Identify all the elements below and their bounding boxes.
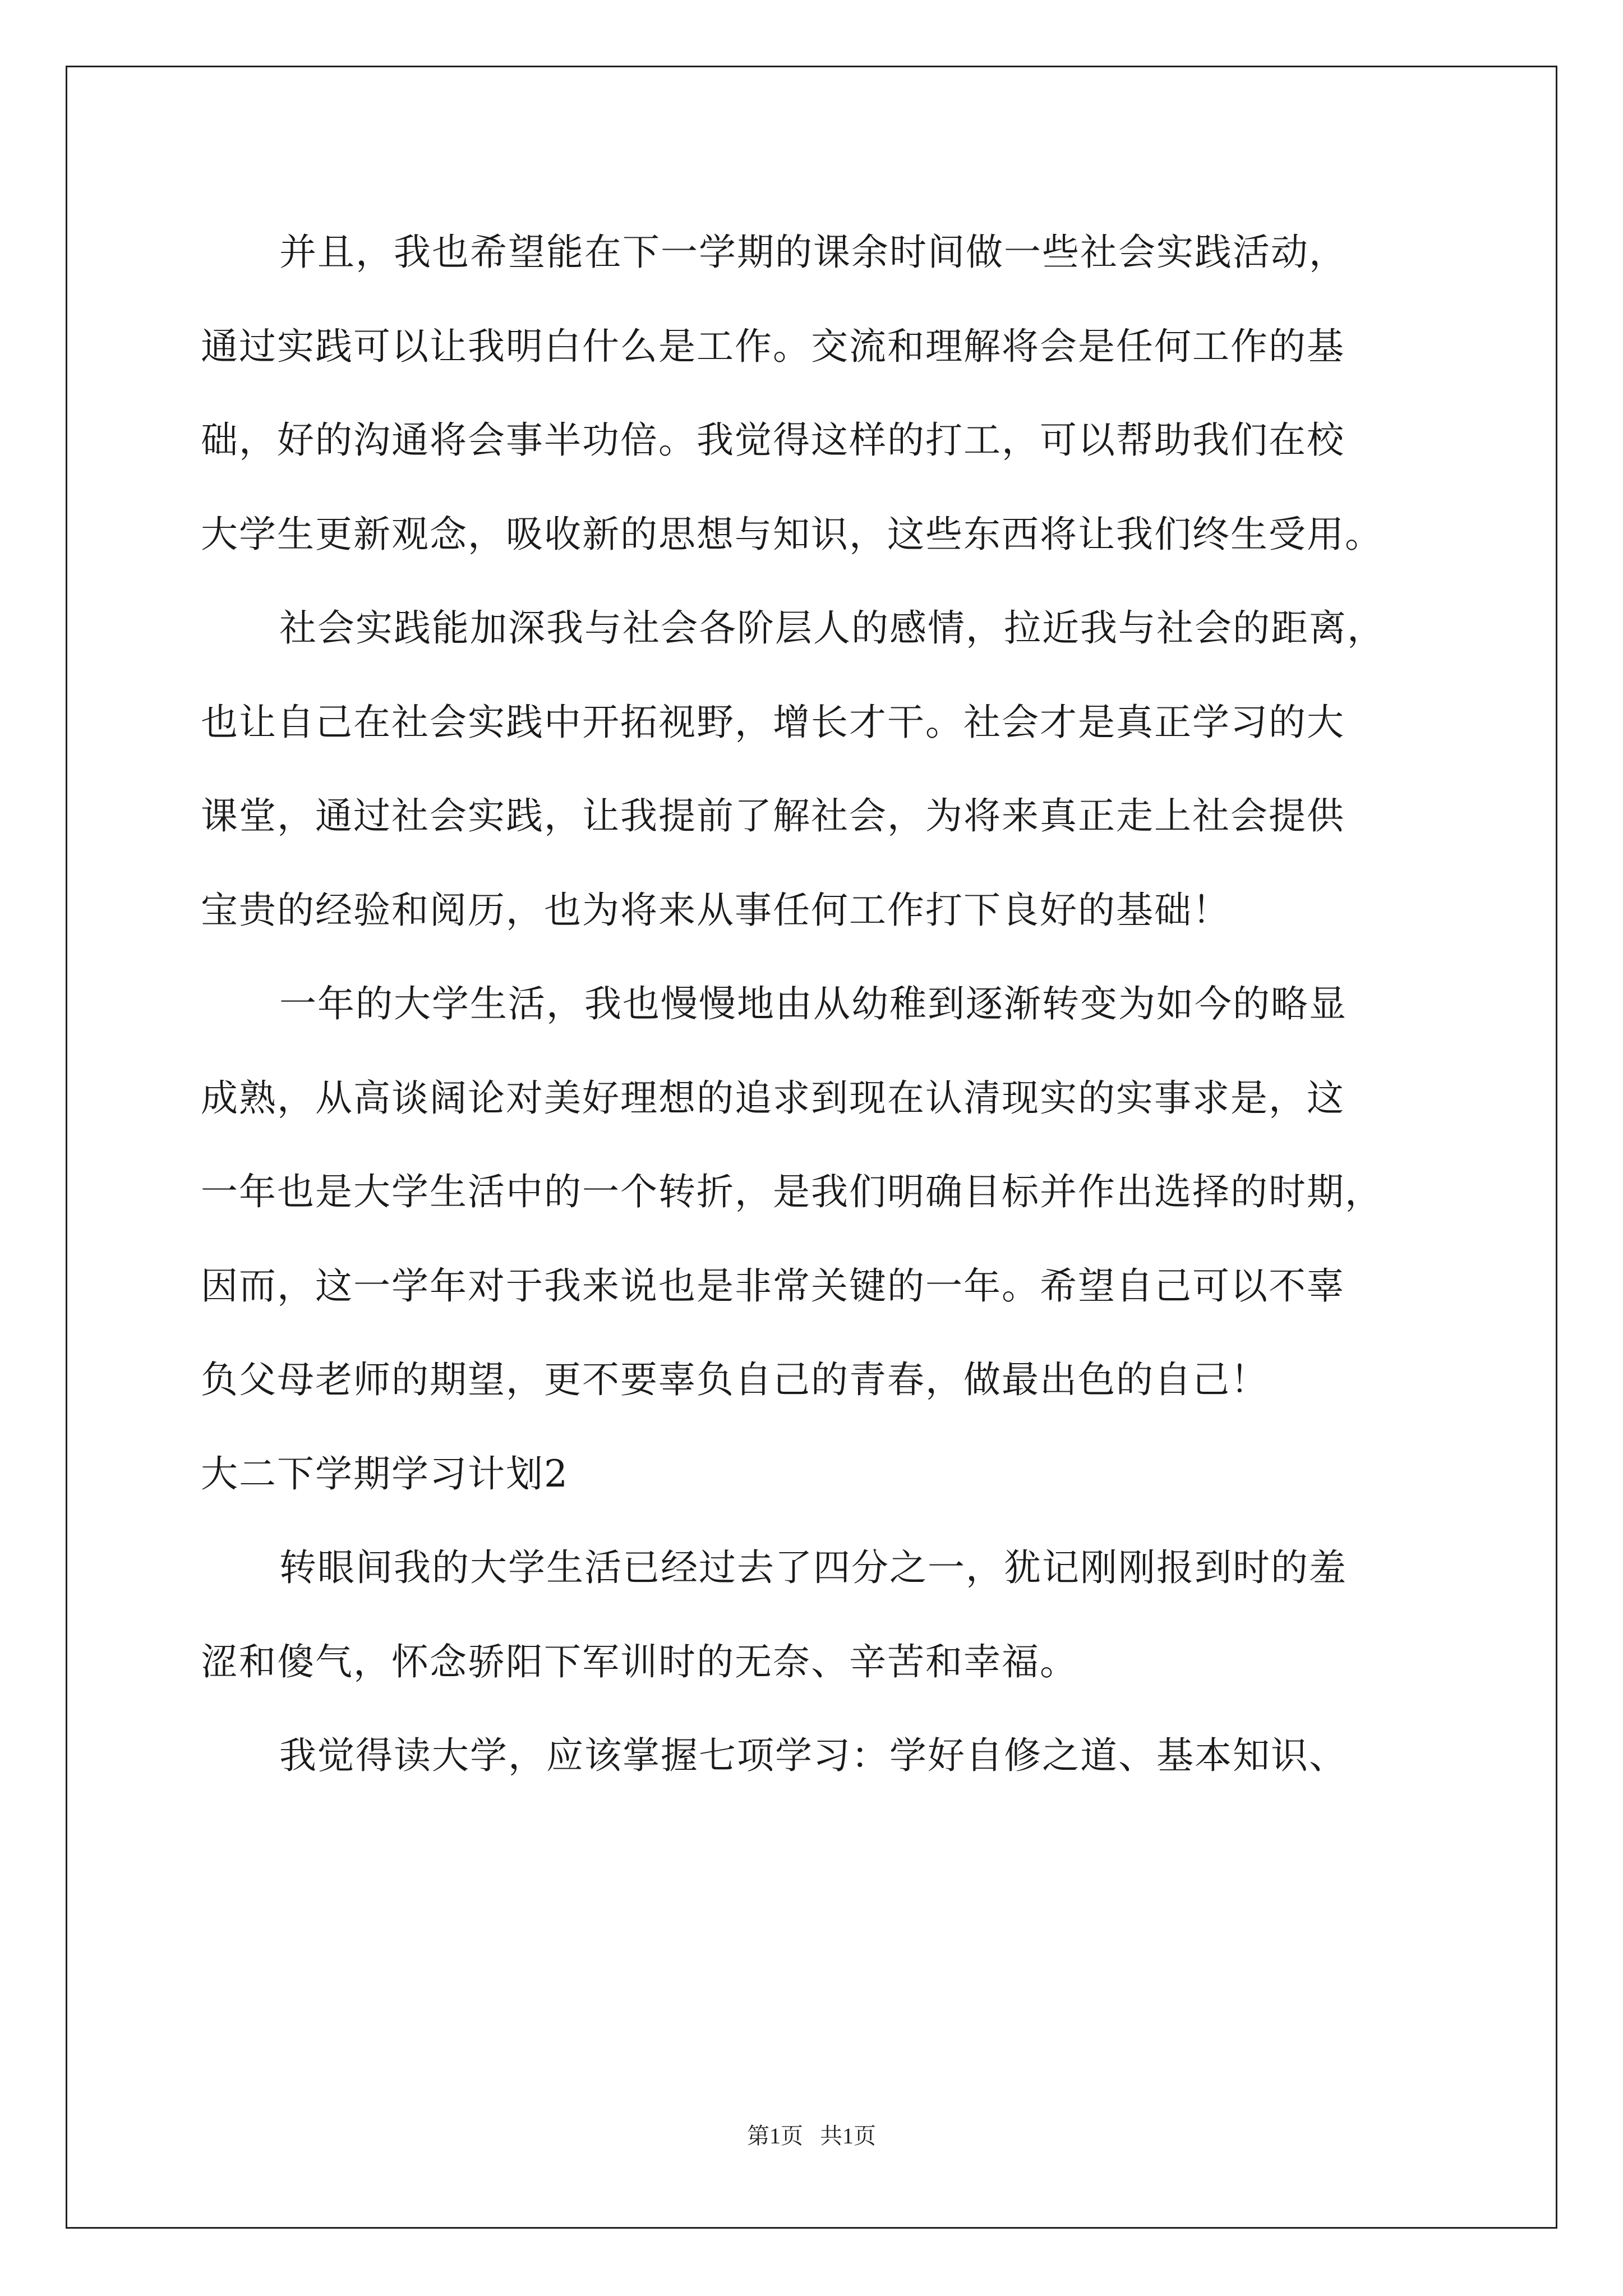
section-heading: 大二下学期学习计划2 <box>201 1452 569 1496</box>
text-line: 负父母老师的期望，更不要辜负自己的青春，做最出色的自己！ <box>201 1358 1269 1401</box>
text-line: 也让自己在社会实践中开拓视野，增长才干。社会才是真正学习的大 <box>201 700 1345 744</box>
page-number-footer: 第1页 共1页 <box>747 2123 876 2148</box>
text-line: 涩和傻气，怀念骄阳下军训时的无奈、辛苦和幸福。 <box>201 1640 1078 1683</box>
text-line: 通过实践可以让我明白什么是工作。交流和理解将会是任何工作的基 <box>201 324 1345 368</box>
text-line: 成熟，从高谈阔论对美好理想的追求到现在认清现实的实事求是，这 <box>201 1076 1345 1120</box>
text-line: 转眼间我的大学生活已经过去了四分之一，犹记刚刚报到时的羞 <box>279 1546 1347 1589</box>
text-line: 一年的大学生活，我也慢慢地由从幼稚到逐渐转变为如今的略显 <box>279 982 1347 1025</box>
text-line: 因而，这一学年对于我来说也是非常关键的一年。希望自己可以不辜 <box>201 1264 1345 1308</box>
document-body <box>201 216 1423 1814</box>
text-line: 课堂，通过社会实践，让我提前了解社会，为将来真正走上社会提供 <box>201 794 1345 838</box>
text-line: 社会实践能加深我与社会各阶层人的感情，拉近我与社会的距离， <box>279 606 1385 650</box>
text-line: 宝贵的经验和阅历，也为将来从事任何工作打下良好的基础！ <box>201 888 1230 932</box>
text-line: 我觉得读大学，应该掌握七项学习：学好自修之道、基本知识、 <box>279 1734 1347 1777</box>
text-line: 大学生更新观念，吸收新的思想与知识，这些东西将让我们终生受用。 <box>201 512 1383 556</box>
text-line: 础，好的沟通将会事半功倍。我觉得这样的打工，可以帮助我们在校 <box>201 418 1345 462</box>
text-line: 一年也是大学生活中的一个转折，是我们明确目标并作出选择的时期， <box>201 1170 1383 1213</box>
text-line: 并且，我也希望能在下一学期的课余时间做一些社会实践活动， <box>279 231 1347 274</box>
